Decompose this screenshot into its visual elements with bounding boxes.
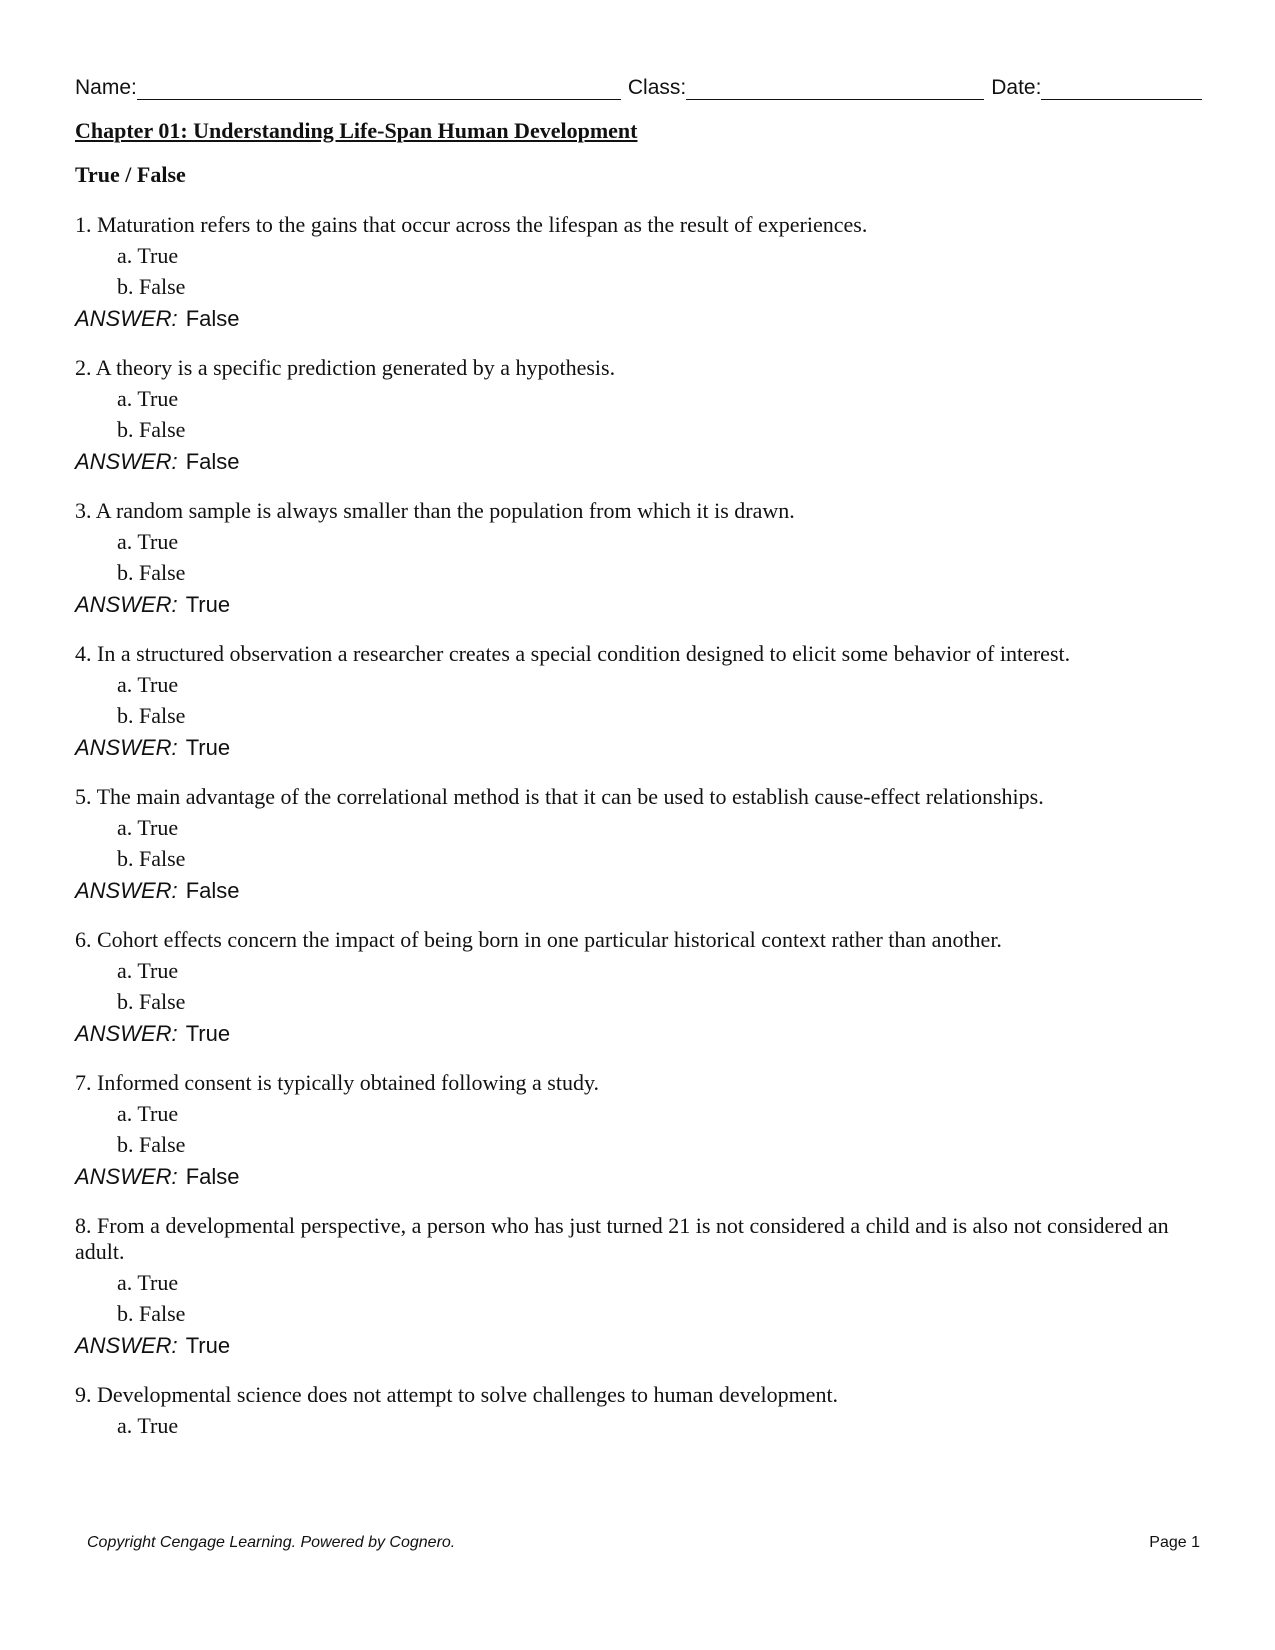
answer-label: ANSWER: xyxy=(75,1164,178,1189)
answer-label: ANSWER: xyxy=(75,592,178,617)
answer-key xyxy=(75,735,1200,761)
answer-option: b. False xyxy=(117,560,186,585)
answer-key xyxy=(75,1021,1200,1047)
question-item xyxy=(75,1382,1200,1439)
answer-key xyxy=(75,1333,1200,1359)
answer-value: False xyxy=(185,306,240,331)
question-stem: 8. From a developmental perspective, a person who has just turned 21 is not considered a child and is also not considered an adult. xyxy=(75,1213,1169,1264)
answer-option: a. True xyxy=(117,672,179,697)
section-title: True / False xyxy=(75,162,186,187)
answer-option: b. False xyxy=(117,1301,186,1326)
name-blank-line xyxy=(137,77,621,100)
question-item xyxy=(75,1213,1200,1359)
question-item xyxy=(75,212,1200,332)
name-label: Name: xyxy=(75,76,137,99)
class-label: Class: xyxy=(627,76,687,99)
answer-label: ANSWER: xyxy=(75,1333,178,1358)
question-stem: 4. In a structured observation a researcher creates a special condition designed to elicit some behavior of interest. xyxy=(75,641,1071,666)
answer-option: a. True xyxy=(117,529,179,554)
question-item xyxy=(75,641,1200,761)
question-item xyxy=(75,355,1200,475)
chapter-title: Chapter 01: Understanding Life-Span Human Development xyxy=(75,118,638,143)
answer-option: b. False xyxy=(117,989,186,1014)
question-stem: 5. The main advantage of the correlational method is that it can be used to establish cause-effect relationships. xyxy=(75,784,1044,809)
answer-key xyxy=(75,878,1200,904)
question-item xyxy=(75,784,1200,904)
copyright-notice: Copyright Cengage Learning. Powered by Cognero. xyxy=(87,1534,456,1551)
answer-option: a. True xyxy=(117,1101,179,1126)
question-stem: 3. A random sample is always smaller than the population from which it is drawn. xyxy=(75,498,795,523)
answer-option: b. False xyxy=(117,1132,186,1157)
answer-value: True xyxy=(185,735,231,760)
answer-value: True xyxy=(185,592,231,617)
answer-key xyxy=(75,1164,1200,1190)
question-list xyxy=(75,212,1200,1439)
question-stem: 2. A theory is a specific prediction generated by a hypothesis. xyxy=(75,355,616,380)
answer-option: b. False xyxy=(117,274,186,299)
page-footer xyxy=(87,1534,1200,1552)
answer-label: ANSWER: xyxy=(75,735,178,760)
answer-value: False xyxy=(185,878,240,903)
answer-key xyxy=(75,592,1200,618)
answer-value: False xyxy=(185,449,240,474)
answer-option: a. True xyxy=(117,958,179,983)
answer-value: False xyxy=(185,1164,240,1189)
question-stem: 6. Cohort effects concern the impact of being born in one particular historical context rather than another. xyxy=(75,927,1002,952)
answer-value: True xyxy=(185,1021,231,1046)
question-item xyxy=(75,498,1200,618)
answer-option: b. False xyxy=(117,846,186,871)
answer-option: a. True xyxy=(117,386,179,411)
question-stem: 7. Informed consent is typically obtained following a study. xyxy=(75,1070,600,1095)
answer-value: True xyxy=(185,1333,231,1358)
answer-label: ANSWER: xyxy=(75,306,178,331)
answer-option: a. True xyxy=(117,815,179,840)
student-info-header xyxy=(75,72,1200,100)
page-number: Page 1 xyxy=(1149,1534,1200,1551)
question-item xyxy=(75,1070,1200,1190)
answer-key xyxy=(75,449,1200,475)
date-blank-line xyxy=(1041,77,1202,100)
answer-key xyxy=(75,306,1200,332)
answer-label: ANSWER: xyxy=(75,449,178,474)
answer-label: ANSWER: xyxy=(75,1021,178,1046)
answer-option: a. True xyxy=(117,243,179,268)
class-field xyxy=(628,76,991,100)
question-item xyxy=(75,927,1200,1047)
class-blank-line xyxy=(686,77,984,100)
name-field xyxy=(75,76,628,100)
date-label: Date: xyxy=(991,76,1042,99)
answer-option: a. True xyxy=(117,1270,179,1295)
answer-option: b. False xyxy=(117,417,186,442)
answer-option: b. False xyxy=(117,703,186,728)
question-stem: 9. Developmental science does not attempt to solve challenges to human development. xyxy=(75,1382,839,1407)
question-stem: 1. Maturation refers to the gains that occur across the lifespan as the result of experiences. xyxy=(75,212,868,237)
answer-option: a. True xyxy=(117,1413,179,1438)
date-field xyxy=(991,76,1202,100)
worksheet-page xyxy=(75,72,1200,1462)
answer-label: ANSWER: xyxy=(75,878,178,903)
